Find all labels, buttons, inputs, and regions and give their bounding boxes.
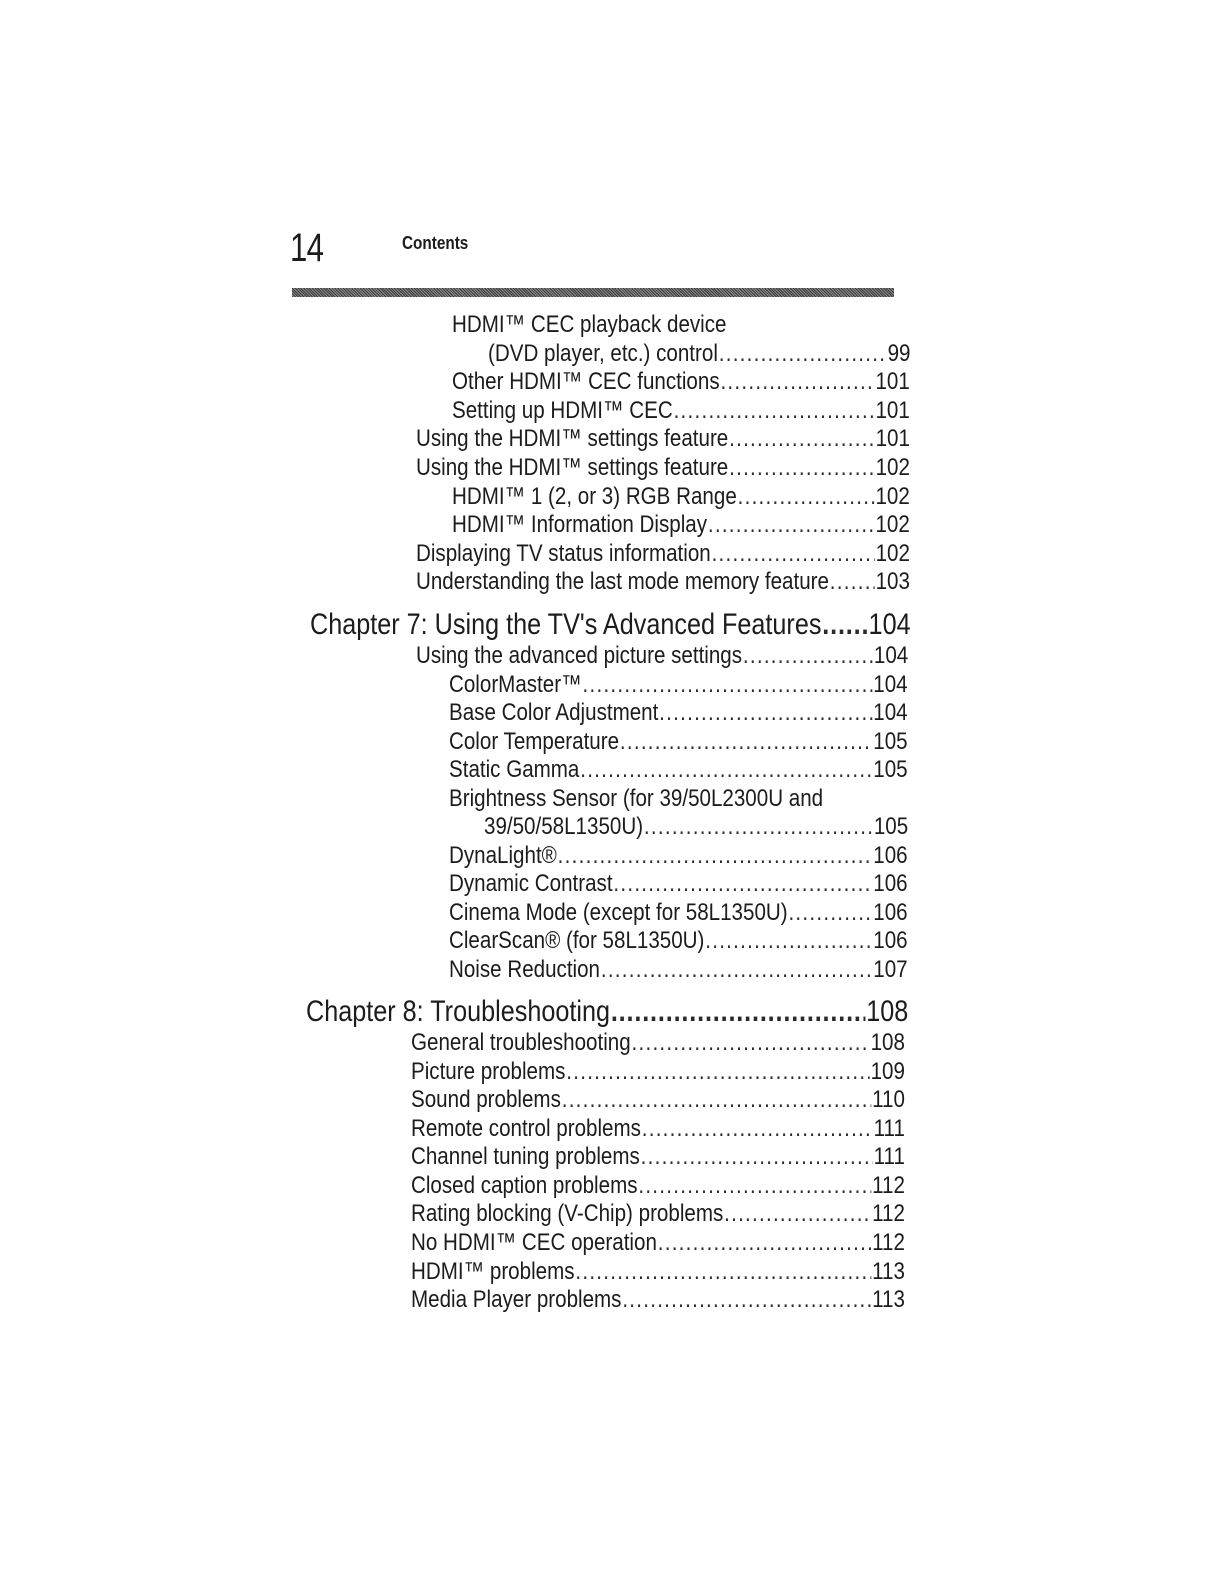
toc-entry[interactable] (449, 755, 908, 784)
toc-entry[interactable] (452, 310, 726, 339)
toc-entry-page: 112 (872, 1172, 905, 1199)
running-header-title: Contents (402, 233, 469, 253)
toc-entry-page: 113 (872, 1286, 905, 1313)
toc-entry[interactable] (416, 424, 910, 453)
toc-entry[interactable] (449, 841, 908, 870)
toc-entry-page: 105 (873, 728, 908, 755)
toc-entry[interactable] (416, 567, 910, 596)
dot-leader (822, 608, 867, 642)
toc-entry-page: 112 (872, 1200, 905, 1227)
dot-leader (674, 396, 875, 425)
dot-leader (644, 812, 873, 841)
dot-leader (638, 1171, 871, 1200)
toc-entry[interactable] (452, 482, 910, 511)
toc-entry-page: 107 (873, 956, 908, 983)
toc-entry-title: 39/50/58L1350U) (484, 813, 644, 840)
dot-leader (558, 841, 873, 870)
dot-leader (788, 898, 872, 927)
toc-entry-title: Closed caption problems (411, 1172, 638, 1199)
toc-chapter-title: Chapter 8: Troubleshooting (306, 995, 611, 1028)
toc-entry-title: ColorMaster™ (449, 671, 582, 698)
dot-leader (611, 995, 866, 1029)
toc-entry-page: 102 (875, 454, 910, 481)
toc-entry-title: HDMI™ CEC playback device (452, 311, 727, 338)
toc-entry-page: 106 (873, 927, 908, 954)
toc-entry-page: 103 (875, 568, 910, 595)
toc-entry[interactable] (452, 396, 910, 425)
toc-entry-title: Media Player problems (411, 1286, 622, 1313)
toc-entry-page: 111 (873, 1115, 905, 1142)
toc-entry-title: HDMI™ problems (411, 1258, 575, 1285)
toc-entry-page: 102 (875, 511, 910, 538)
toc-entry-page: 101 (875, 368, 910, 395)
toc-entry-page: 101 (875, 397, 910, 424)
toc-entry-page: 102 (875, 483, 910, 510)
toc-entry[interactable] (484, 812, 908, 841)
dot-leader (601, 955, 873, 984)
toc-entry-title: Static Gamma (449, 756, 580, 783)
toc-entry-title: Using the advanced picture settings (416, 642, 743, 669)
toc-entry[interactable] (416, 539, 910, 568)
toc-chapter-8[interactable] (306, 995, 908, 1029)
toc-entry-title: Displaying TV status information (416, 540, 711, 567)
toc-entry-page: 106 (873, 899, 908, 926)
toc-entry-page: 104 (873, 671, 908, 698)
toc-entry[interactable] (452, 510, 910, 539)
toc-entry-title: ClearScan® (for 58L1350U) (449, 927, 705, 954)
dot-leader (613, 869, 872, 898)
dot-leader (830, 567, 875, 596)
toc-entry[interactable] (416, 641, 908, 670)
toc-entry[interactable] (411, 1228, 905, 1257)
dot-leader (708, 510, 875, 539)
toc-entry-title: Using the HDMI™ settings feature (416, 425, 729, 452)
dot-leader (575, 1257, 871, 1286)
toc-entry-page: 113 (872, 1258, 905, 1285)
toc-entry[interactable] (449, 784, 823, 813)
toc-chapter-page: 108 (866, 995, 909, 1028)
toc-entry-title: Brightness Sensor (for 39/50L2300U and (449, 785, 824, 812)
toc-entry-page: 111 (873, 1143, 905, 1170)
page-number: 14 (290, 226, 324, 270)
toc-entry[interactable] (411, 1142, 905, 1171)
toc-entry[interactable] (449, 926, 908, 955)
toc-entry-title: No HDMI™ CEC operation (411, 1229, 657, 1256)
toc-entry[interactable] (411, 1199, 905, 1228)
dot-leader (729, 453, 875, 482)
toc-entry-page: 109 (870, 1058, 905, 1085)
toc-entry-title: Color Temperature (449, 728, 620, 755)
dot-leader (743, 641, 873, 670)
toc-entry-page: 104 (873, 642, 909, 669)
toc-chapter-page: 104 (868, 608, 911, 641)
toc-entry[interactable] (411, 1057, 905, 1086)
toc-entry-title: Cinema Mode (except for 58L1350U) (449, 899, 788, 926)
dot-leader (729, 424, 875, 453)
toc-entry-title: Understanding the last mode memory feature (416, 568, 829, 595)
dot-leader (738, 482, 875, 511)
toc-entry-title: Picture problems (411, 1058, 566, 1085)
toc-entry-title: Using the HDMI™ settings feature (416, 454, 729, 481)
dot-leader (720, 367, 874, 396)
toc-entry[interactable] (449, 727, 908, 756)
toc-entry-title: (DVD player, etc.) control (488, 340, 718, 367)
toc-entry-title: Setting up HDMI™ CEC (452, 397, 673, 424)
toc-entry[interactable] (416, 453, 910, 482)
toc-entry[interactable] (449, 955, 908, 984)
toc-entry-title: HDMI™ Information Display (452, 511, 708, 538)
dot-leader (620, 727, 873, 756)
toc-entry[interactable] (449, 698, 908, 727)
toc-entry-page: 112 (872, 1229, 905, 1256)
toc-entry-page: 99 (887, 340, 911, 367)
toc-entry-page: 105 (873, 756, 908, 783)
toc-entry-page: 106 (873, 842, 908, 869)
toc-entry[interactable] (452, 367, 910, 396)
toc-entry[interactable] (488, 339, 911, 368)
toc-entry-page: 102 (875, 540, 910, 567)
toc-entry-title: DynaLight® (449, 842, 557, 869)
dot-leader (705, 926, 872, 955)
dot-leader (622, 1285, 871, 1314)
toc-entry-title: Sound problems (411, 1086, 561, 1113)
toc-entry-page: 106 (873, 870, 908, 897)
toc-entry-page: 101 (875, 425, 910, 452)
toc-entry-title: General troubleshooting (411, 1029, 631, 1056)
toc-chapter-7[interactable] (310, 608, 911, 642)
toc-entry[interactable] (411, 1085, 905, 1114)
toc-entry-title: Rating blocking (V-Chip) problems (411, 1200, 724, 1227)
toc-entry-title: Other HDMI™ CEC functions (452, 368, 720, 395)
toc-entry[interactable] (411, 1285, 905, 1314)
dot-leader (580, 755, 872, 784)
toc-entry-page: 105 (873, 813, 909, 840)
dot-leader (562, 1085, 872, 1114)
toc-entry[interactable] (449, 869, 908, 898)
toc-chapter-title: Chapter 7: Using the TV's Advanced Features (310, 608, 822, 641)
toc-entry-title: HDMI™ 1 (2, or 3) RGB Range (452, 483, 737, 510)
toc-entry[interactable] (411, 1028, 905, 1057)
toc-entry[interactable] (449, 670, 908, 699)
toc-entry-title: Base Color Adjustment (449, 699, 659, 726)
dot-leader (632, 1028, 870, 1057)
toc-entry-title: Noise Reduction (449, 956, 601, 983)
dot-leader (583, 670, 873, 699)
toc-entry[interactable] (449, 898, 908, 927)
dot-leader (566, 1057, 869, 1086)
toc-entry[interactable] (411, 1114, 905, 1143)
toc-entry[interactable] (411, 1171, 905, 1200)
dot-leader (712, 539, 875, 568)
dot-leader (642, 1114, 873, 1143)
toc-entry-title: Channel tuning problems (411, 1143, 640, 1170)
toc-entry[interactable] (411, 1257, 905, 1286)
dot-leader (641, 1142, 873, 1171)
dot-leader (719, 339, 887, 368)
dot-leader (724, 1199, 871, 1228)
toc-entry-page: 104 (873, 699, 908, 726)
toc-entry-page: 108 (870, 1029, 905, 1056)
toc-entry-title: Dynamic Contrast (449, 870, 613, 897)
dot-leader (658, 1228, 872, 1257)
toc-entry-page: 110 (872, 1086, 905, 1113)
dot-leader (659, 698, 872, 727)
toc-entry-title: Remote control problems (411, 1115, 641, 1142)
